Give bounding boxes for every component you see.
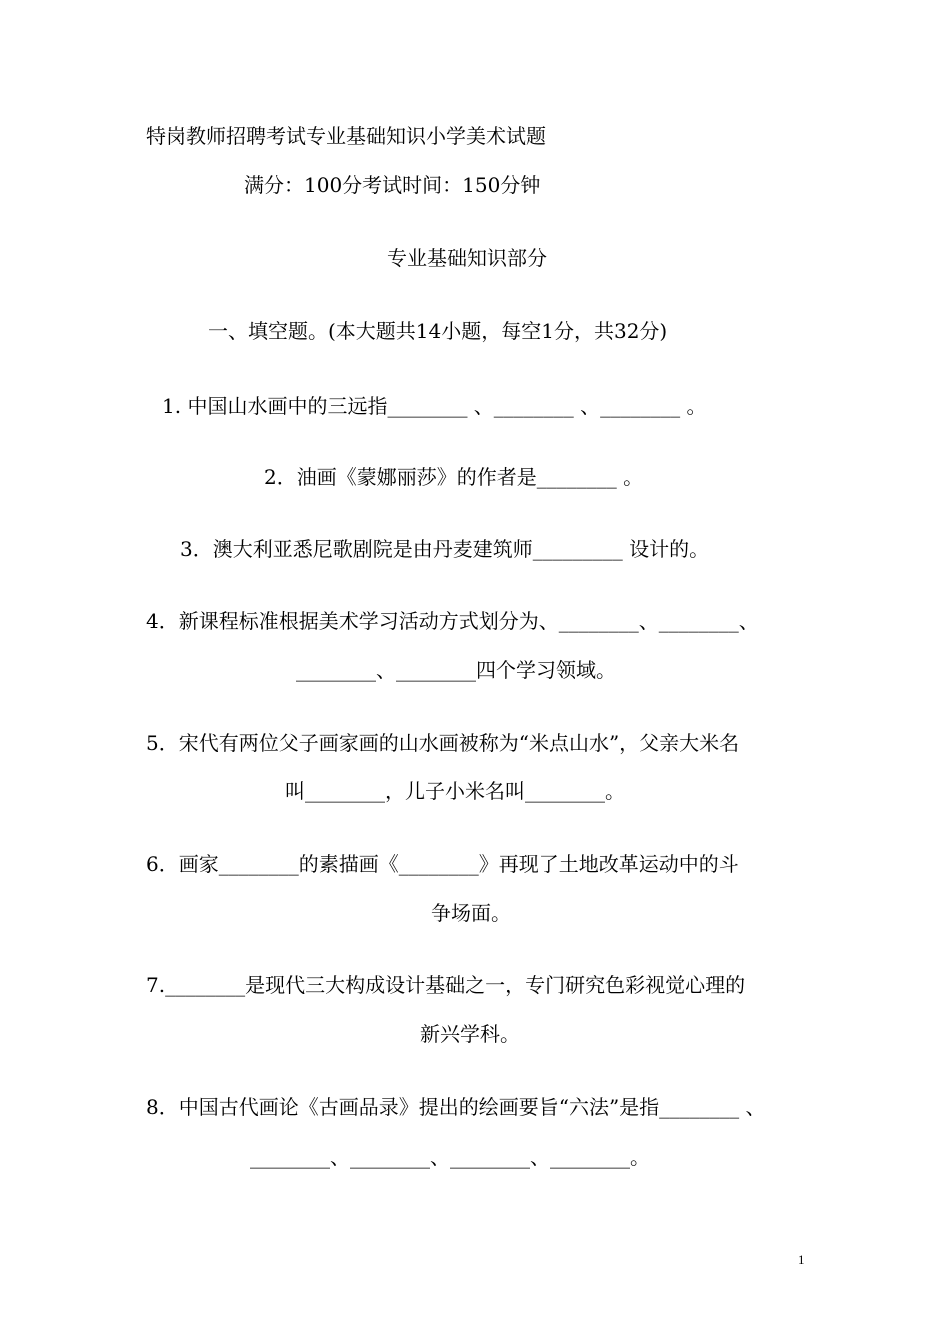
section-title: 专业基础知识部分 bbox=[387, 246, 547, 270]
page-number: 1 bbox=[798, 1252, 805, 1267]
question-6-line-1: 6．画家________的素描画《________》再现了土地改革运动中的斗 bbox=[146, 852, 739, 876]
question-5-line-1: 5．宋代有两位父子画家画的山水画被称为“米点山水”，父亲大米名 bbox=[146, 731, 740, 755]
score-line: 满分：100分考试时间：150分钟 bbox=[244, 173, 541, 197]
question-4-line-2: ________、________四个学习领域。 bbox=[296, 658, 616, 682]
question-4-line-1: 4．新课程标准根据美术学习活动方式划分为、________、________、 bbox=[146, 609, 759, 633]
question-7-line-1: 7.________是现代三大构成设计基础之一，专门研究色彩视觉心理的 bbox=[146, 973, 746, 997]
question-7-line-2: 新兴学科。 bbox=[420, 1022, 520, 1046]
question-5-line-2: 叫________，儿子小米名叫________。 bbox=[285, 779, 625, 803]
question-8-line-1: 8．中国古代画论《古画品录》提出的绘画要旨“六法”是指________ 、 bbox=[146, 1095, 766, 1119]
question-3-line-1: 3．澳大利亚悉尼歌剧院是由丹麦建筑师_________ 设计的。 bbox=[180, 537, 710, 561]
question-6-line-2: 争场面。 bbox=[431, 901, 511, 925]
question-2-line-1: 2．油画《蒙娜丽莎》的作者是________ 。 bbox=[264, 465, 644, 489]
question-1-line-1: 1. 中国山水画中的三远指________ 、________ 、________ 。 bbox=[162, 394, 707, 418]
question-8-line-2: ________、________、________、________。 bbox=[250, 1145, 650, 1169]
part-title: 一、填空题。(本大题共14小题，每空1分，共32分) bbox=[208, 319, 668, 343]
document-title: 特岗教师招聘考试专业基础知识小学美术试题 bbox=[146, 124, 546, 148]
